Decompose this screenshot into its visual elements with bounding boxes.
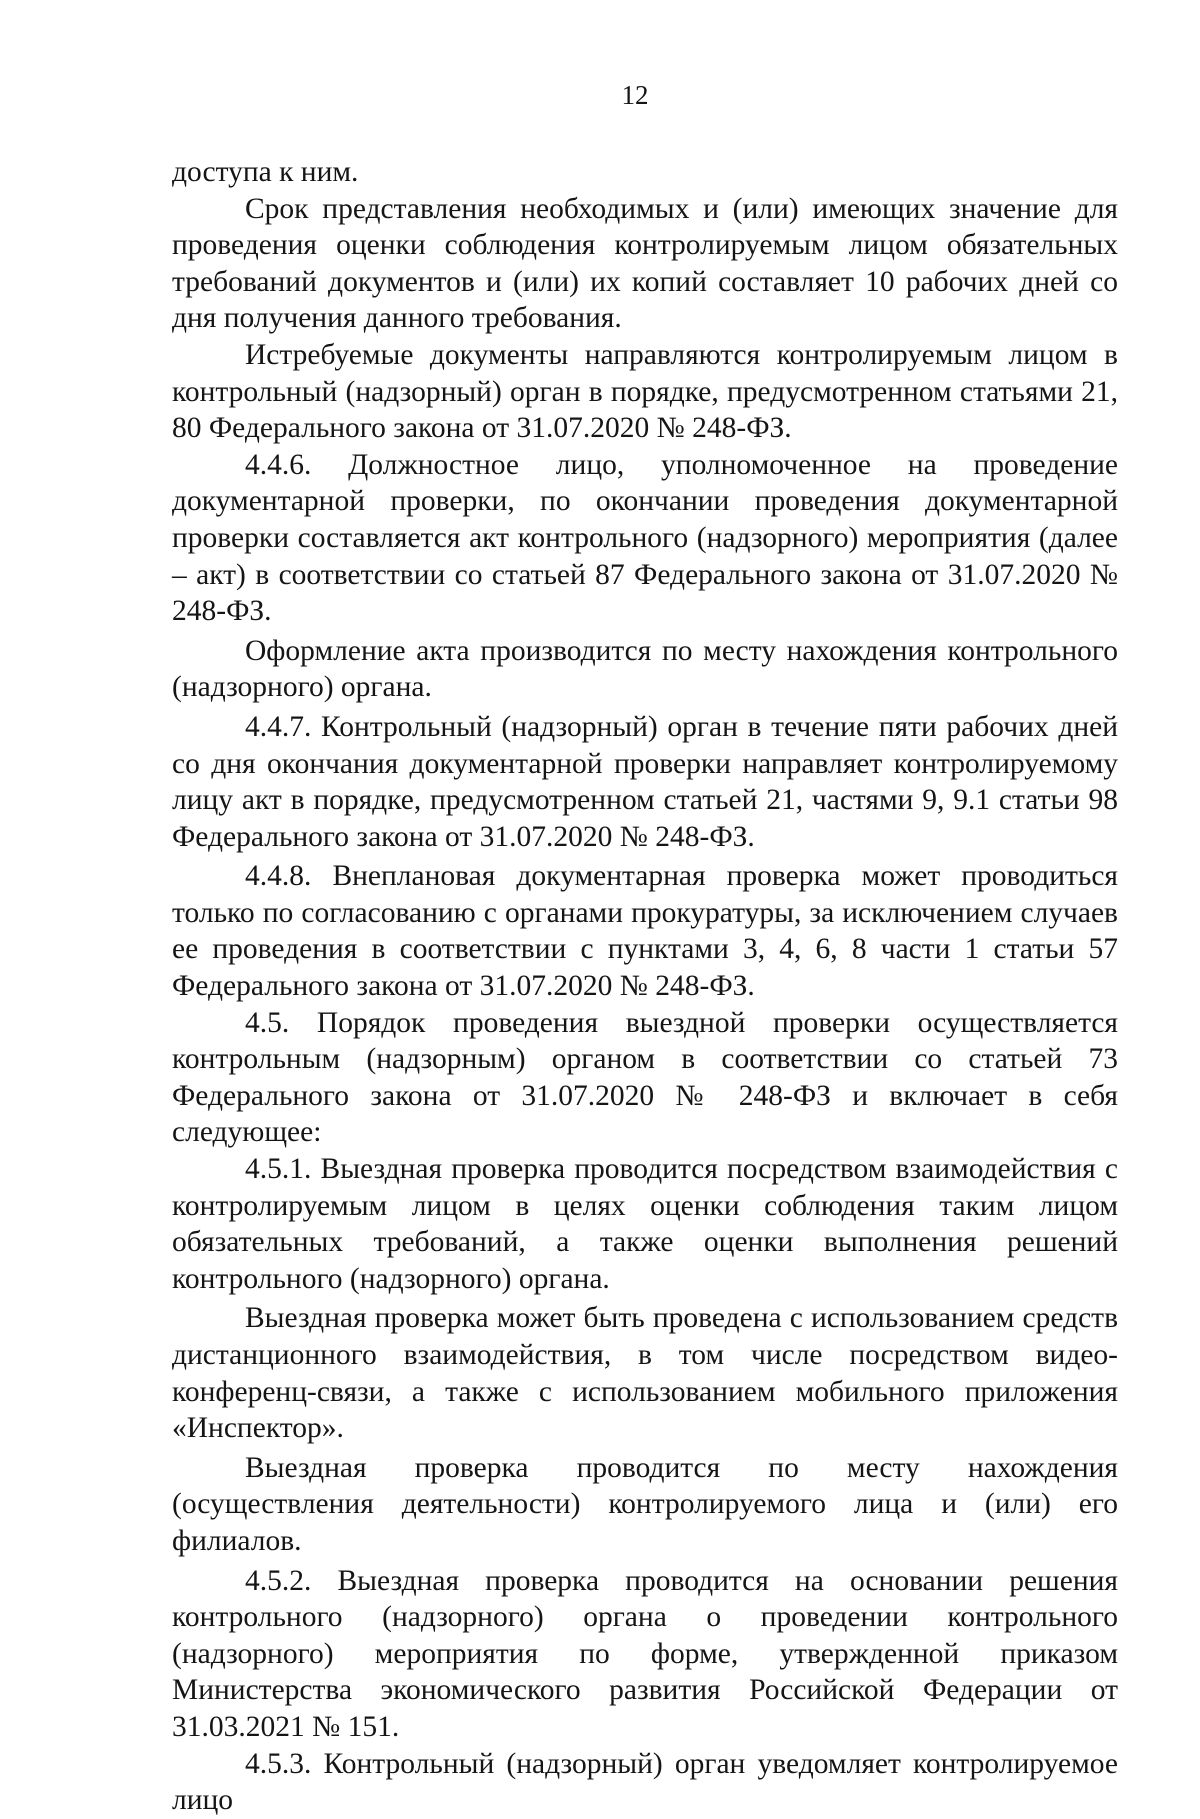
paragraph-inspection-location: Выездная проверка проводится по месту нахождения (осуществления деятельности) контролируемого лица и (или) его филиалов. (172, 1451, 1118, 1557)
document-body (172, 154, 1118, 1819)
paragraph-continuation: доступа к ним. (172, 156, 359, 188)
paragraph-act-registration: Оформление акта производится по месту нахождения контрольного (надзорного) органа. (172, 634, 1118, 704)
paragraph-4-4-7: 4.4.7. Контрольный (надзорный) орган в течение пяти рабочих дней со дня окончания документарной проверки направляет контролируемому лицу акт в порядке, предусмотренном статьей 21, частями 9, 9.1 статьи 98 Федерального закона от 31.07.2020 № 248-ФЗ. (172, 710, 1118, 853)
paragraph-remote-inspection: Выездная проверка может быть проведена с использованием средств дистанционного взаимодействия, в том числе посредством видео-конференц-связи, а также с использованием мобильного приложения «Инспектор». (172, 1302, 1118, 1445)
paragraph-4-4-8: 4.4.8. Внеплановая документарная проверка может проводиться только по согласованию с органами прокуратуры, за исключением случаев ее проведения в соответствии с пунктами 3, 4, 6, 8 части 1 статьи 57 Федерального закона от 31.07.2020 № 248-ФЗ. (172, 860, 1118, 1003)
paragraph-document-deadline: Срок представления необходимых и (или) имеющих значение для проведения оценки соблюдения контролируемым лицом обязательных требований документов и (или) их копий составляет 10 рабочих дней со дня получения данного требования. (172, 192, 1118, 335)
paragraph-4-5-3: 4.5.3. Контрольный (надзорный) орган уведомляет контролируемое лицо (172, 1747, 1118, 1817)
paragraph-4-5-1: 4.5.1. Выездная проверка проводится посредством взаимодействия с контролируемым лицом в целях оценки соблюдения таким лицом обязательных требований, а также оценки выполнения решений контрольного (надзорного) органа. (172, 1153, 1118, 1295)
paragraph-4-5-2: 4.5.2. Выездная проверка проводится на основании решения контрольного (надзорного) органа о проведении контрольного (надзорного) мероприятия по форме, утвержденной приказом Министерства экономического развития Российской Федерации от 31.03.2021 № 151. (172, 1564, 1118, 1743)
paragraph-requested-documents: Истребуемые документы направляются контролируемым лицом в контрольный (надзорный) орган в порядке, предусмотренном статьями 21, 80 Федерального закона от 31.07.2020 № 248-ФЗ. (172, 338, 1118, 445)
paragraph-4-4-6: 4.4.6. Должностное лицо, уполномоченное на проведение документарной проверки, по окончании проведения документарной проверки составляется акт контрольного (надзорного) мероприятия (далее – акт) в соответствии со статьей 87 Федерального закона от 31.07.2020 № 248-ФЗ. (172, 448, 1118, 628)
paragraph-4-5: 4.5. Порядок проведения выездной проверки осуществляется контрольным (надзорным) органом в соответствии со статьей 73 Федерального закона от 31.07.2020 № 248-ФЗ и включает в себя следующее: (172, 1006, 1118, 1149)
page-number: 12 (621, 80, 649, 110)
